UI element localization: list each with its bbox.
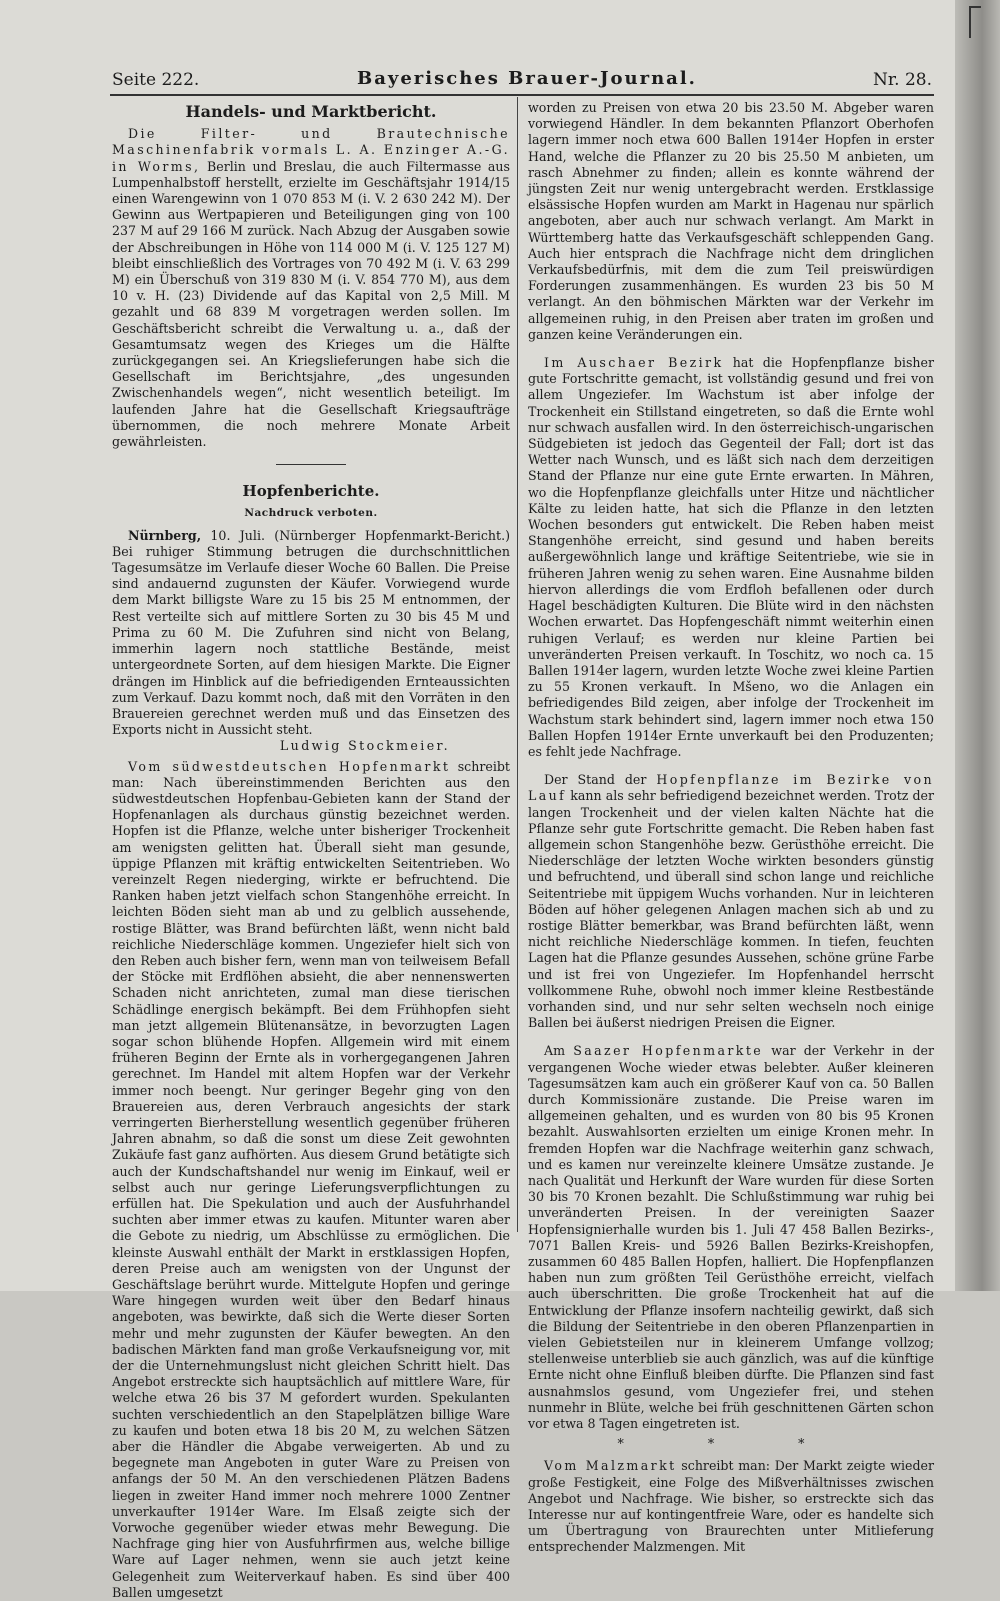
paragraph-text: Berlin und Breslau, die auch Filtermasse aus Lumpenhalbstoff herstellt, erzielte im Geschäftsjahr 1914/15 einen Warengewinn von 1 070 853 M (i. V. 2 630 242 M). Der Gewinn aus Wertpapieren und Beteiligungen ging von 100 237 M auf 29 166 M zurück. Nach Abzug der Ausgaben sowie der Abschreibungen in Höhe von 114 000 M (i. V. 125 127 M) bleibt einschließlich des Vortrages von 70 492 M (i. V. 63 299 M) ein Überschuß von 319 830 M (i. V. 854 770 M), aus dem 10 v. H. (23) Dividende auf das Kapital von 2,5 Mill. M gezahlt und 68 839 M vorgetragen werden sollen. Im Geschäftsbericht schreibt die Verwaltung u. a., daß der Gesamtumsatz wegen des Krieges um die Hälfte zurückgegangen sei. An Kriegslieferungen habe sich die Gesellschaft im Berichtsjahre, „des ungesunden Zwischenhandels wegen“, nicht wesentlich beteiligt. Im laufenden Jahre hat die Gesellschaft Kriegsaufträge übernommen, die noch mehrere Monate Arbeit gewährleisten. <box>112 158 511 450</box>
paragraph-suedwest <box>112 759 510 1601</box>
section-heading-hops: Hopfenberichte. <box>242 482 380 501</box>
paragraph-saaz <box>528 1043 934 1432</box>
reprint-note: Nachdruck verboten. <box>244 507 378 520</box>
lead-phrase: Im Auschaer Bezirk <box>544 355 724 371</box>
left-column <box>112 100 510 1601</box>
paragraph-nuernberg <box>112 528 510 739</box>
place-name: Nürnberg, <box>128 527 202 543</box>
lead-phrase: Vom Malzmarkt <box>544 1458 677 1474</box>
column-divider <box>517 97 518 1232</box>
right-column <box>528 100 934 1556</box>
page-number: Seite 222. <box>112 70 200 90</box>
paragraph-text: hat die Hopfenpflanze bisher gute Fortschritte gemacht, ist vollständig gesund und frei von allem Ungeziefer. Im Wachstum ist aber infolge der Trockenheit ein Stillstand eingetreten, so daß die Ernte wohl nur schwach ausfallen wird. In den österreichisch-ungarischen Südgebieten ist jedoch das Gegenteil der Fall; dort ist das Wetter nach Wunsch, und es läßt sich nach dem derzeitigen Stand der Pflanze nur eine gute Ernte erwarten. In Mähren, wo die Hopfenpflanze gleichfalls unter Hitze und nächtlicher Kälte zu leiden hatte, hat sich die Pflanze in den letzten Wochen besonders gut entwickelt. Die Reben haben meist Stangenhöhe erreicht, sind gesund und haben bereits außergewöhnlich lange und kräftige Seitentriebe, wie sie in früheren Jahren wenig zu sehen waren. Eine Ausnahme bilden hiervon allerdings die vom Erdfloh befallenen oder durch Hagel beschädigten Kulturen. Die Blüte wird in den nächsten Wochen erwartet. Das Hopfengeschäft nimmt weiterhin einen ruhigen Verlauf; es werden nur kleine Partien bei unveränderten Preisen verkauft. In Toschitz, wo noch ca. 15 Ballen 1914er lagern, wurden letzte Woche zwei kleine Partien zu 55 Kronen verkauft. In Mšeno, wo die Anlagen ein befriedigendes Bild zeigen, aber infolge der Trockenheit im Wachstum stark behindert sind, lagern immer noch etwa 150 Ballen Hopfen 1914er Ernte unverkauft bei den Produzenten; es fehlt jede Nachfrage. <box>528 355 934 759</box>
paragraph-auscha <box>528 355 934 760</box>
lead-phrase: Vom südwestdeutschen Hopfenmarkt <box>128 758 451 774</box>
paragraph-continued: worden zu Preisen von etwa 20 bis 23.50 M. Abgeber waren vorwiegend Händler. In dem bekannten Pflanzort Oberhofen lagern immer noch etwa 600 Ballen 1914er Hopfen in erster Hand, welche die Pflanzer zu 20 bis 25.50 M anbieten, um rasch Abnehmer zu finden; allein es konnte während der jüngsten Zeit nur wenig untergebracht werden. Erstklassige elsässische Hopfen wurden am Markt in Hagenau nur spärlich angeboten, aber auch nur schwach verlangt. Am Markt in Württemberg hatte das Verkaufsgeschäft schleppenden Gang. Auch hier entsprach die Nachfrage nicht dem dringlichen Verkaufsbedürfnis, mit dem die zum Teil preiswürdigen Forderungen zusammenhängen. Es wurden 23 bis 50 M verlangt. An den böhmischen Märkten war der Verkehr im allgemeinen ruhig, in den Preisen aber traten im großen und ganzen keine Veränderungen ein. <box>528 100 934 342</box>
lead-words: Am <box>544 1043 566 1059</box>
company-name: Die Filter- und Brautechnische Maschinenfabrik vormals L. A. Enzinger A.-G. in Worms, <box>112 126 510 174</box>
paragraph-text: schreibt man: Nach übereinstimmenden Berichten aus den südwestdeutschen Hopfenbau-Gebieten kann der Stand der Hopfenanlagen als durchaus günstig bezeichnet werden. Hopfen ist die Pflanze, welche unter bisheriger Trockenheit am wenigsten gelitten hat. Überall sieht man gesunde, üppige Pflanzen mit kräftig entwickelten Seitentrieben. Wo vereinzelt Regen niederging, wirkte er befruchtend. Die Ranken haben jetzt vielfach schon Stangenhöhe erreicht. In leichten Böden sieht man ab und zu gelblich aussehende, rostige Blätter, was Brand befürchten läßt, wenn nicht bald reichliche Niederschläge kommen. Ungeziefer hielt sich von den Reben auch bisher fern, wenn man von teilweisem Befall der Stöcke mit Erdflöhen absieht, die aber nennenswerten Schaden nicht anrichteten, zumal man diese tierischen Schädlinge energisch bekämpft. Bei dem Frühhopfen sieht man jetzt allgemein Blütenansätze, in bevorzugten Lagen sogar schon blühende Hopfen. Allgemein wird mit einem früheren Beginn der Ernte als in vorhergegangenen Jahren gerechnet. Im Handel mit altem Hopfen war der Verkehr immer noch beengt. Nur geringer Begehr ging von den Brauereien aus, deren Verbrauch angesichts der stark verringerten Bierherstellung wesentlich gegenüber früheren Jahren abnahm, so daß die sonst um diese Zeit gewohnten Zukäufe fast ganz aufhörten. Aus diesem Grund betätigte sich auch der Kundschaftshandel nur wenig im Einkauf, weil er selbst auch nur geringe Lieferungsverpflichtungen zu erfüllen hat. Die Spekulation und auch der Ausfuhrhandel suchten aber immer etwas zu kaufen. Mitunter waren aber die Gebote zu niedrig, um Abschlüsse zu ermöglichen. Die kleinste Auswahl enthält der Markt in erstklassigen Hopfen, deren Preise auch am wenigsten von der Ungunst der Geschäftslage berührt wurde. Mittelgute Hopfen und geringe Ware hingegen wurden weit über den Bedarf hinaus angeboten, was bewirkte, daß sich die Werte dieser Sorten mehr und mehr zugunsten der Käufer bewegten. An den badischen Märkten fand man große Verkaufsneigung vor, mit der die Unternehmungslust nicht gleichen Schritt hielt. Das Angebot erstreckte sich hauptsächlich auf mittlere Ware, für welche etwa 26 bis 37 M gefordert wurden. Spekulanten suchten verschiedentlich an den Stapelplätzen billige Ware zu kaufen und boten etwa 18 bis 20 M, zu welchen Sätzen aber die Händler die Abgabe verweigerten. Ab und zu begegnete man Angeboten in guter Ware zu Preisen von anfangs der 50 M. An den verschiedenen Plätzen Badens liegen in zweiter Hand immer noch mehrere 1000 Zentner unverkaufter 1914er Ware. Im Elsaß zeigte sich der Vorwoche gegenüber wieder etwas mehr Bewegung. Die Nachfrage ging hier von Ausfuhrfirmen aus, welche billige Ware auf Lager nehmen, wenn sie auch jetzt keine Gelegenheit zum Weiterverkauf haben. Es sind über 400 Ballen umgesetzt <box>112 758 510 1600</box>
paragraph-enzinger <box>112 126 510 450</box>
lead-phrase: Hopfenpflanze im Bezirke von Lauf <box>528 772 934 804</box>
lead-phrase: Saazer Hopfenmarkte <box>573 1043 764 1059</box>
paragraph-text: 10. Juli. (Nürnberger Hopfenmarkt-Bericht.) Bei ruhiger Stimmung betrugen die durchschnittlichen Tagesumsätze im Verlaufe dieser Woche 60 Ballen. Die Preise sind andauernd zugunsten der Käufer. Vorwiegend wurde dem Markt billigste Ware zu 15 bis 25 M entnommen, der Rest verteilte sich auf mittlere Sorten zu 30 bis 45 M und Prima zu 60 M. Die Zufuhren sind nicht von Belang, immerhin lagern noch stattliche Bestände, meist untergeordnete Sorten, auf dem hiesigen Markte. Die Eigner drängen im Hinblick auf die befriedigenden Ernteaussichten zum Verkauf. Dazu kommt noch, daß mit den Vorräten in den Brauereien gerechnet werden muß und das Einsetzen des Exports nicht in Aussicht steht. <box>112 527 510 738</box>
author-signature: Ludwig Stockmeier. <box>279 738 450 754</box>
paragraph-malz <box>528 1458 934 1555</box>
corner-mark <box>969 6 981 38</box>
section-heading-market: Handels- und Marktbericht. <box>185 102 437 121</box>
binding-shadow <box>955 0 1000 1291</box>
paragraph-lauf <box>528 772 934 1031</box>
paragraph-text: kann als sehr befriedigend bezeichnet werden. Trotz der langen Trockenheit und der vielen kalten Nächte hat die Pflanze sehr gute Fortschritte gemacht. Die Reben haben fast allgemein schon Stangenhöhe bezw. Gerüsthöhe erreicht. Die Niederschläge der letzten Woche wirkten besonders günstig und befruchtend, und überall sind schon lange und reichliche Seitentriebe mit üppigem Wuchs vorhanden. Nur in leichteren Böden auf höher gelegenen Anlagen machen sich ab und zu rostige Blätter bemerkbar, was Brand befürchten läßt, wenn nicht reichliche Niederschläge kommen. In tiefen, feuchten Lagen hat die Pflanze gesundes Aussehen, schöne grüne Farbe und ist frei von Ungeziefer. Im Hopfenhandel herrscht vollkommene Ruhe, obwohl noch immer kleine Restbestände vorhanden sind, und nur sehr selten wechseln noch einige Ballen bei äußerst niedrigen Preisen die Eigner. <box>528 788 934 1031</box>
issue-number: Nr. 28. <box>873 70 932 90</box>
page-header <box>112 64 932 94</box>
header-rule <box>110 94 934 96</box>
paragraph-text: schreibt man: Der Markt zeigte wieder große Festigkeit, eine Folge des Mißverhältnisses zwischen Angebot und Nachfrage. Wie bisher, so erstreckte sich das Interesse nur auf kontingentfreie Ware, oder es handelte sich um Übertragung von Braurechten unter Mitlieferung entsprechender Malzmengen. Mit <box>528 1458 934 1555</box>
paragraph-text: war der Verkehr in der vergangenen Woche wieder etwas belebter. Außer kleineren Tagesumsätzen kam auch ein größerer Kauf von ca. 50 Ballen durch Kommissionäre zustande. Die Preise waren im allgemeinen gehalten, und es wurden von 80 bis 95 Kronen bezahlt. Auswahlsorten erzielten um einige Kronen mehr. In fremden Hopfen war die Nachfrage weiterhin ganz schwach, und es kamen nur vereinzelte kleinere Umsätze zustande. Je nach Qualität und Herkunft der Ware wurden für diese Sorten 30 bis 70 Kronen bezahlt. Die Schlußstimmung war ruhig bei unveränderten Preisen. In der vereinigten Saazer Hopfensignierhalle wurden bis 1. Juli 47 458 Ballen Bezirks-, 7071 Ballen Kreis- und 5926 Ballen Bezirks-Kreishopfen, zusammen 60 485 Ballen Hopfen, halliert. Die Hopfenpflanzen haben nun zum größten Teil Gerüsthöhe erreicht, vielfach auch überschritten. Die große Trockenheit hat auf die Entwicklung der Pflanze insofern nachteilig gewirkt, daß sich die Bildung der Seitentriebe in den oberen Pflanzenpartien in vielen Gebietsteilen nur in kleinerem Umfange vollzog; stellenweise unterblieb sie auch gänzlich, was auf die künftige Ernte nicht ohne Einfluß bleiben dürfte. Die Pflanzen sind fast ausnahmslos gesund, vom Ungeziefer frei, und stehen nunmehr in Blüte, welche bei früh geschnittenen Gärten schon vor etwa 8 Tagen eingetreten ist. <box>528 1043 934 1432</box>
lead-words: Der Stand der <box>544 772 647 788</box>
section-stars: * * * <box>617 1436 845 1452</box>
section-separator <box>276 464 346 465</box>
journal-title: Bayerisches Brauer-Journal. <box>357 68 697 89</box>
